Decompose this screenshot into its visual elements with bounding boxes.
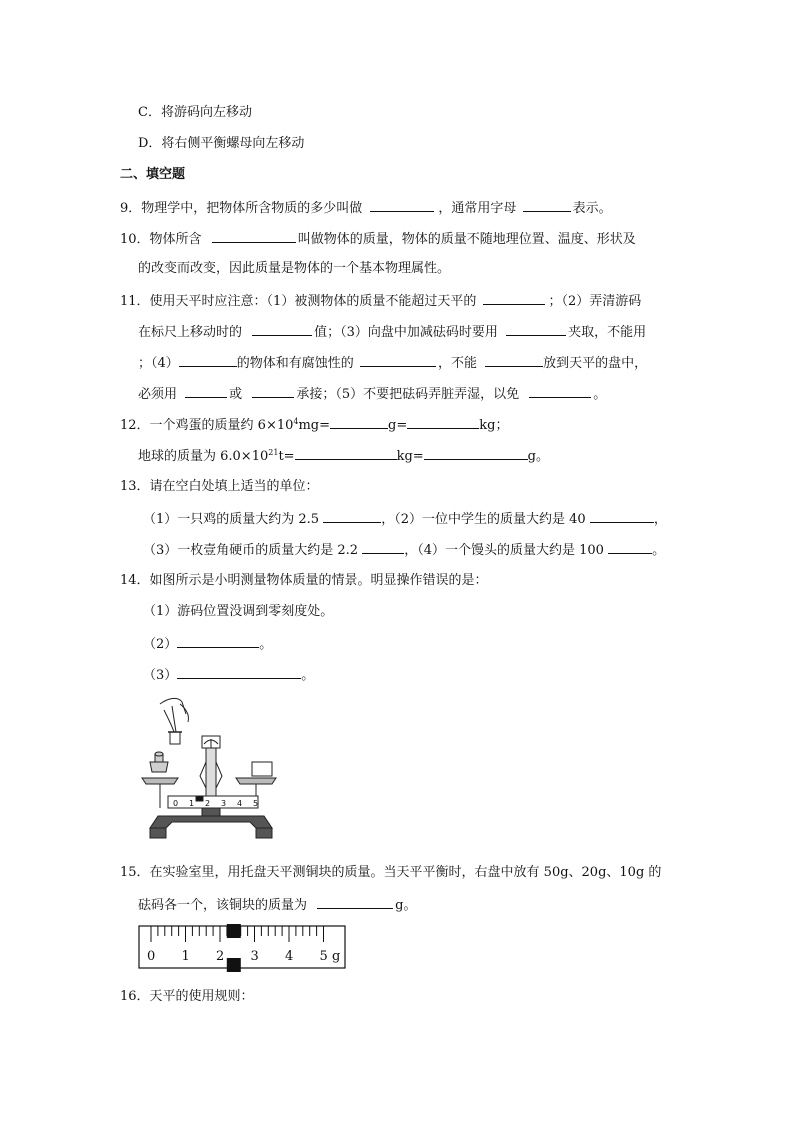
q11-blank-1[interactable] <box>483 291 545 305</box>
question-14: 14．如图所示是小明测量物体质量的情景。明显操作错误的是： <box>120 573 488 588</box>
q11-blank-7[interactable] <box>185 384 227 398</box>
q14-item-2 <box>143 634 272 654</box>
ruler-label: 5 <box>319 949 328 964</box>
q11-blank-8[interactable] <box>252 384 294 398</box>
q11-blank-3[interactable] <box>506 322 566 336</box>
q13-blank-1[interactable] <box>323 509 381 523</box>
q14-item-1: （1）游码位置没调到零刻度处。 <box>143 604 334 619</box>
ruler-unit: g <box>332 949 341 964</box>
balance-illustration <box>138 692 283 847</box>
q14-text: （3） <box>143 668 178 683</box>
question-11 <box>120 291 641 311</box>
q11-text: 夹取，不能用 <box>568 325 647 340</box>
balance-scale-label: 3 <box>221 799 227 808</box>
option-c: C．将游码向左移动 <box>138 105 252 120</box>
q13-blank-3[interactable] <box>362 540 404 554</box>
q13-line-1 <box>143 509 667 529</box>
q13-line-2 <box>143 540 665 560</box>
q12-text: 地球的质量为 6.0×10 <box>138 449 269 464</box>
q12-text: t= <box>278 449 295 464</box>
q12-blank-4[interactable] <box>424 446 528 460</box>
q12-blank-3[interactable] <box>295 446 397 460</box>
q11-text: ，不能 <box>437 356 477 371</box>
q11-line-4 <box>138 384 606 404</box>
rider-scale <box>138 924 350 974</box>
q10-line-2: 的改变而改变，因此质量是物体的一个基本物理属性。 <box>138 261 451 276</box>
q9-blank-1[interactable] <box>370 198 434 212</box>
q11-line-2 <box>138 322 646 342</box>
q12-text: g= <box>388 418 408 433</box>
balance-scale-label: 2 <box>205 799 211 808</box>
balance-scale-label: 4 <box>237 799 243 808</box>
q13-text: ，（2）一位中学生的质量大约是 40 <box>381 512 586 527</box>
q9-text-b: ，通常用字母 <box>438 201 517 216</box>
q15-blank-1[interactable] <box>317 895 393 909</box>
q15-text: 砝码各一个，该铜块的质量为 <box>138 898 308 913</box>
q11-text: 或 <box>229 387 243 402</box>
q12-text: kg= <box>396 449 424 464</box>
question-15: 15．在实验室里，用托盘天平测铜块的质量。当天平平衡时，右盘中放有 50g、20g、10g 的 <box>120 865 662 880</box>
q11-text: 必须用 <box>138 387 178 402</box>
q11-blank-6[interactable] <box>485 353 543 367</box>
q13-blank-4[interactable] <box>608 540 652 554</box>
q11-blank-4[interactable] <box>179 353 237 367</box>
option-d: D．将右侧平衡螺母向左移动 <box>138 136 305 151</box>
q11-text: 。 <box>593 387 607 402</box>
question-9 <box>120 198 612 218</box>
q15-line-2 <box>138 895 416 915</box>
q15-text: g。 <box>395 898 417 913</box>
q11-blank-9[interactable] <box>529 384 591 398</box>
q11-text: 放到天平的盘中， <box>543 356 648 371</box>
q13-text: ，（4）一个馒头的质量大约是 100 <box>404 543 604 558</box>
q11-text: 值；（3）向盘中加减砝码时要用 <box>314 325 498 340</box>
rider-top-marker <box>227 924 241 938</box>
q14-text: 。 <box>259 637 273 652</box>
balance-scale-label: 5 <box>253 799 259 808</box>
rider-bottom-marker <box>227 958 241 972</box>
q12-text: g。 <box>527 449 549 464</box>
q12-exponent: 21 <box>268 448 279 457</box>
q13-text: （3）一枚壹角硬币的质量大约是 2.2 <box>143 543 359 558</box>
q14-item-3 <box>143 665 314 685</box>
q11-line-3 <box>138 353 647 373</box>
q13-text: ， <box>653 512 667 527</box>
balance-scale-label: 0 <box>173 799 179 808</box>
q11-blank-2[interactable] <box>252 322 312 336</box>
q12-line-2 <box>138 446 549 466</box>
q10-text-a: 10．物体所含 <box>120 232 202 247</box>
ruler-label: 0 <box>147 949 156 964</box>
q9-text-c: 表示。 <box>572 201 612 216</box>
q11-text: 的物体和有腐蚀性的 <box>236 356 354 371</box>
q14-blank-2[interactable] <box>177 634 259 648</box>
ruler-label: 4 <box>285 949 294 964</box>
q13-text: 。 <box>652 543 666 558</box>
q14-text: （2） <box>143 637 178 652</box>
q11-text: ；（4） <box>138 356 179 371</box>
q14-blank-3[interactable] <box>177 665 301 679</box>
q11-text: 在标尺上移动时的 <box>138 325 243 340</box>
q9-text-a: 9．物理学中，把物体所含物质的多少叫做 <box>120 201 363 216</box>
q13-text: （1）一只鸡的质量大约为 2.5 <box>143 512 320 527</box>
balance-scale-label: 1 <box>189 799 195 808</box>
section-title: 二、填空题 <box>120 167 186 182</box>
question-13: 13．请在空白处填上适当的单位： <box>120 479 319 494</box>
q11-text: 承接；（5）不要把砝码弄脏弄湿，以免 <box>296 387 520 402</box>
ruler-label: 1 <box>181 949 190 964</box>
q11-blank-5[interactable] <box>360 353 436 367</box>
q13-blank-2[interactable] <box>590 509 654 523</box>
q11-text: ；（2）弄清游码 <box>548 294 642 309</box>
q9-blank-2[interactable] <box>523 198 571 212</box>
q10-blank-1[interactable] <box>212 229 296 243</box>
question-16: 16．天平的使用规则： <box>120 989 254 1004</box>
q11-text: 11．使用天平时应注意：（1）被测物体的质量不能超过天平的 <box>120 294 477 309</box>
question-12 <box>120 415 508 435</box>
q12-text: mg= <box>298 418 331 433</box>
q12-blank-1[interactable] <box>330 415 388 429</box>
ruler-label: 3 <box>250 949 259 964</box>
q12-blank-2[interactable] <box>407 415 479 429</box>
question-10 <box>120 229 636 249</box>
q10-text-b: 叫做物体的质量，物体的质量不随地理位置、温度、形状及 <box>297 232 636 247</box>
q12-text: 12．一个鸡蛋的质量约 6×10 <box>120 418 294 433</box>
ruler-label: 2 <box>216 949 225 964</box>
q12-exponent: 4 <box>293 417 299 426</box>
q14-text: 。 <box>301 668 315 683</box>
q12-text: kg； <box>479 418 509 433</box>
